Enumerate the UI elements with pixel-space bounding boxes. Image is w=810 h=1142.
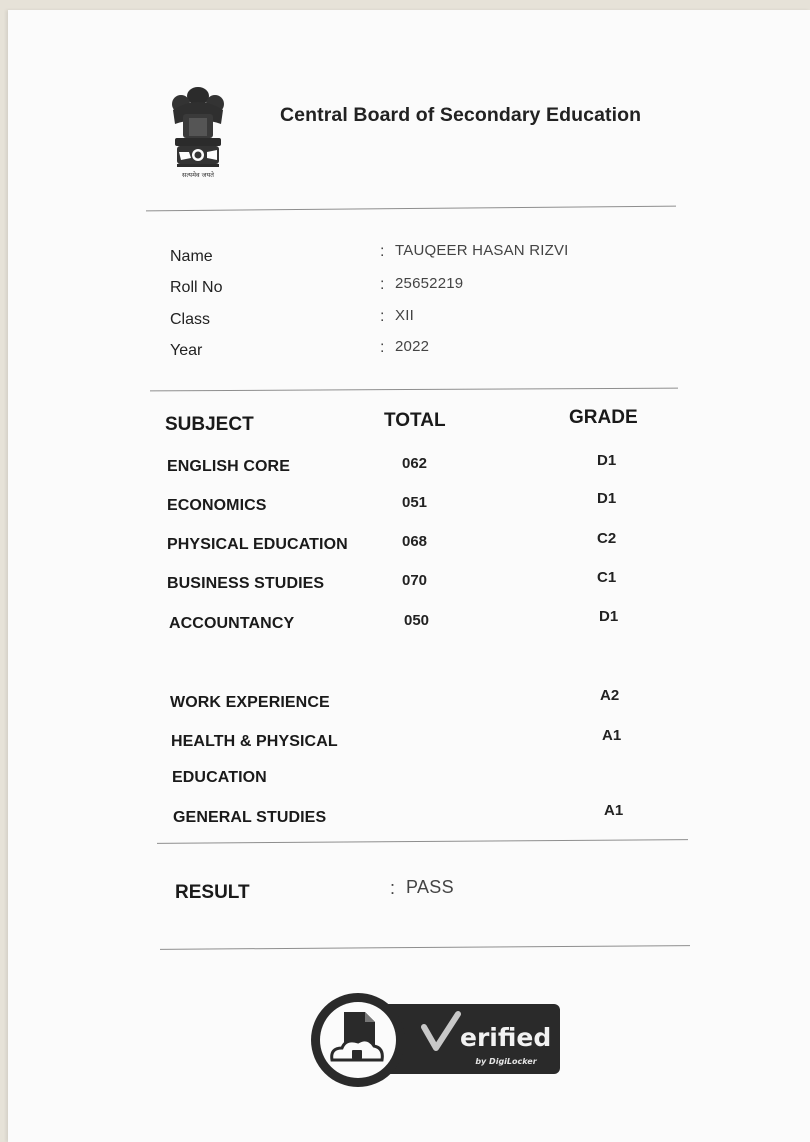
subject-name: ACCOUNTANCY: [169, 615, 295, 632]
verified-text: erified: [460, 1023, 552, 1052]
additional-subject-grade: A1: [602, 727, 622, 744]
class-label: Class: [170, 311, 211, 328]
national-emblem-icon: [163, 80, 233, 182]
additional-subject-name: GENERAL STUDIES: [173, 809, 327, 826]
subject-name: ECONOMICS: [167, 497, 267, 514]
subject-header: SUBJECT: [165, 414, 254, 435]
subject-grade: D1: [597, 452, 617, 469]
digilocker-verified-badge: [310, 990, 562, 1094]
subject-total: 062: [402, 455, 428, 472]
subject-name: ENGLISH CORE: [167, 458, 290, 475]
name-colon: :: [380, 243, 385, 260]
roll-label: Roll No: [170, 279, 223, 296]
additional-subject-name-line2: EDUCATION: [172, 769, 267, 786]
total-header: TOTAL: [384, 410, 446, 431]
year-value: 2022: [395, 338, 430, 355]
name-value: TAUQEER HASAN RIZVI: [395, 242, 569, 259]
year-label: Year: [170, 342, 203, 359]
name-label: Name: [170, 248, 213, 265]
subject-total: 051: [402, 494, 428, 511]
additional-subject-name: WORK EXPERIENCE: [170, 694, 330, 711]
emblem-motto: सत्यमेव जयते: [182, 171, 214, 179]
class-value: XII: [395, 307, 414, 324]
result-label: RESULT: [175, 882, 250, 903]
board-title: Central Board of Secondary Education: [280, 104, 642, 126]
result-colon: :: [390, 878, 396, 898]
additional-subject-name: HEALTH & PHYSICAL: [171, 733, 338, 750]
subject-grade: D1: [599, 608, 619, 625]
subject-total: 050: [404, 612, 430, 629]
grade-header: GRADE: [569, 407, 638, 428]
result-value: PASS: [406, 877, 454, 897]
subject-name: BUSINESS STUDIES: [167, 575, 325, 592]
roll-colon: :: [380, 276, 385, 293]
roll-value: 25652219: [395, 275, 464, 292]
subject-grade: C2: [597, 530, 617, 547]
subject-name: PHYSICAL EDUCATION: [167, 536, 348, 553]
additional-subject-grade: A2: [600, 687, 620, 704]
subject-grade: D1: [597, 490, 617, 507]
additional-subject-grade: A1: [604, 802, 624, 819]
subject-total: 070: [402, 572, 428, 589]
class-colon: :: [380, 308, 385, 325]
subject-total: 068: [402, 533, 428, 550]
year-colon: :: [380, 339, 385, 356]
verified-subtext: by DigiLocker: [475, 1057, 537, 1066]
subject-grade: C1: [597, 569, 617, 586]
